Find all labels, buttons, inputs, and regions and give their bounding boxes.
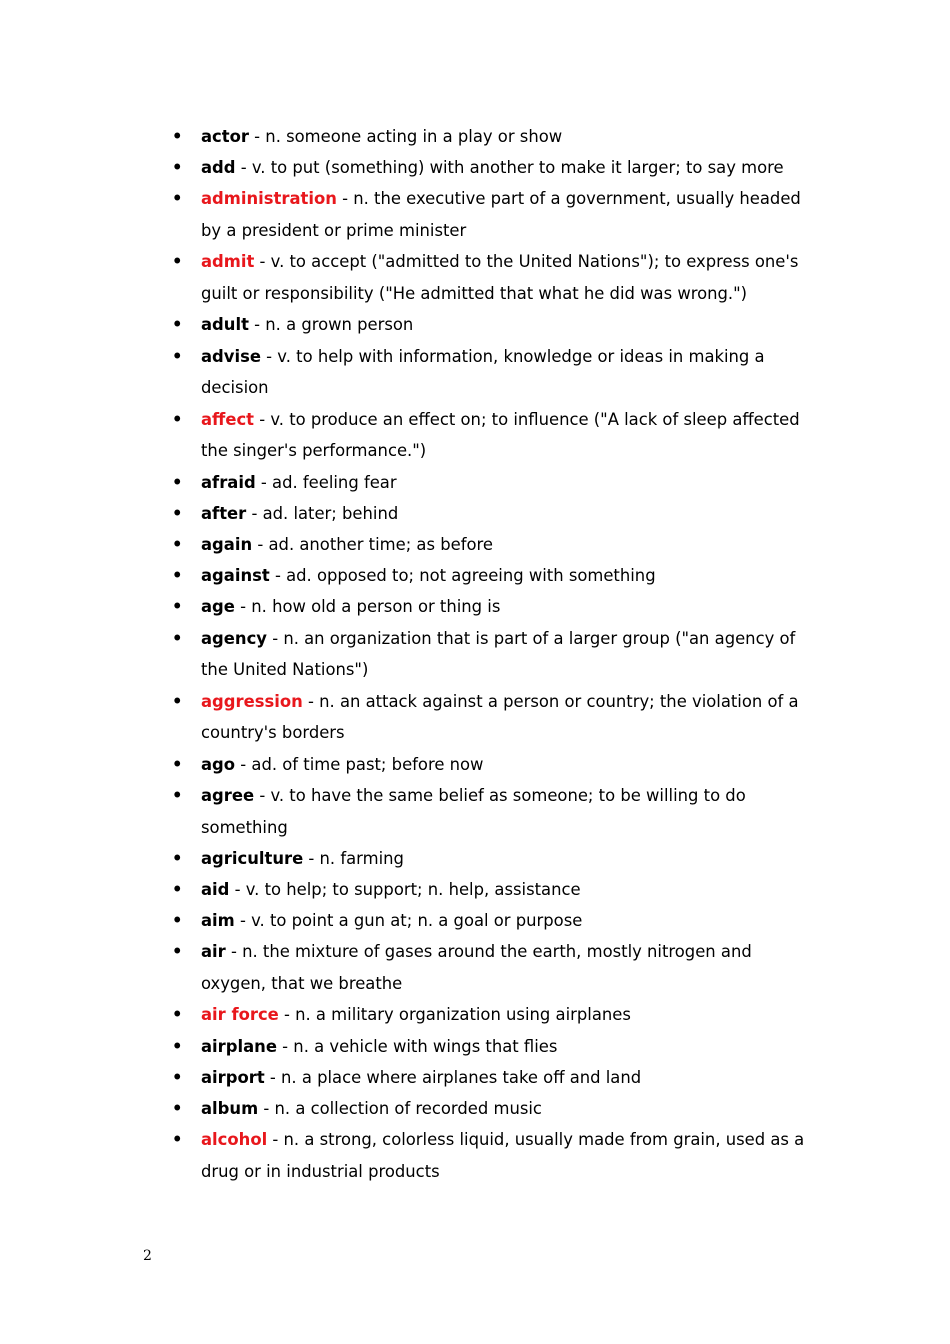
entry-definition: - v. to produce an effect on; to influence ("A lack of sleep affected the singer's performance.") (201, 409, 800, 461)
bullet-icon: • (172, 1005, 183, 1025)
entry-definition: - n. a collection of recorded music (258, 1099, 542, 1119)
entry-definition: - n. a military organization using airplanes (278, 1005, 631, 1025)
page-number: 2 (143, 1248, 152, 1264)
entry-term: admit (201, 252, 255, 272)
bullet-icon: • (172, 409, 183, 429)
bullet-icon: • (172, 1067, 183, 1087)
bullet-icon: • (172, 535, 183, 555)
bullet-icon: • (172, 942, 183, 962)
glossary-entry (172, 1031, 812, 1063)
entry-definition: - v. to accept ("admitted to the United Nations"); to express one's guilt or responsibility ("He admitted that what he did was wrong.") (201, 252, 799, 304)
bullet-icon: • (172, 346, 183, 366)
glossary-entry (172, 560, 812, 592)
glossary-entry (172, 749, 812, 781)
glossary-entry (172, 874, 812, 906)
glossary-entry (172, 591, 812, 623)
glossary-entry (172, 309, 812, 341)
glossary-entry (172, 686, 812, 750)
entry-definition: - n. a grown person (248, 315, 414, 335)
bullet-icon: • (172, 127, 183, 146)
bullet-icon: • (172, 848, 183, 868)
glossary-entry (172, 936, 812, 1000)
entry-term: agency (201, 628, 267, 648)
entry-definition: - v. to point a gun at; n. a goal or purpose (234, 911, 583, 931)
entry-term: agriculture (201, 848, 304, 868)
entry-definition: - n. a vehicle with wings that flies (276, 1036, 558, 1056)
glossary-entry (172, 341, 812, 405)
bullet-icon: • (172, 315, 183, 335)
bullet-icon: • (172, 597, 183, 617)
glossary-entry (172, 183, 812, 247)
entry-definition: - n. how old a person or thing is (234, 597, 501, 617)
glossary-entry (172, 404, 812, 468)
entry-term: add (201, 158, 236, 178)
bullet-icon: • (172, 252, 183, 272)
entry-definition: - n. an organization that is part of a larger group ("an agency of the United Nations") (201, 628, 796, 680)
entry-definition: - n. someone acting in a play or show (248, 127, 563, 146)
entry-definition: - v. to put (something) with another to make it larger; to say more (235, 158, 784, 178)
entry-term: advise (201, 346, 261, 366)
bullet-icon: • (172, 503, 183, 523)
bullet-icon: • (172, 158, 183, 178)
entry-term: afraid (201, 472, 256, 492)
entry-definition: - n. farming (303, 848, 404, 868)
entry-term: alcohol (201, 1130, 268, 1150)
bullet-icon: • (172, 628, 183, 648)
glossary-entry (172, 529, 812, 561)
glossary-list (172, 121, 812, 1187)
entry-term: agree (201, 785, 255, 805)
bullet-icon: • (172, 566, 183, 586)
bullet-icon: • (172, 472, 183, 492)
bullet-icon: • (172, 785, 183, 805)
bullet-icon: • (172, 1036, 183, 1056)
glossary-entry (172, 152, 812, 184)
entry-definition: - n. the executive part of a government, usually headed by a president or prime minister (201, 189, 801, 241)
entry-term: administration (201, 189, 337, 209)
entry-term: aggression (201, 691, 303, 711)
entry-term: aid (201, 880, 230, 900)
glossary-entry (172, 246, 812, 310)
bullet-icon: • (172, 189, 183, 209)
bullet-icon: • (172, 754, 183, 774)
entry-term: after (201, 503, 247, 523)
glossary-entry (172, 905, 812, 937)
entry-definition: - n. an attack against a person or country; the violation of a country's borders (201, 691, 799, 743)
entry-term: ago (201, 754, 236, 774)
bullet-icon: • (172, 691, 183, 711)
entry-definition: - ad. feeling fear (255, 472, 397, 492)
entry-term: adult (201, 315, 249, 335)
entry-definition: - ad. of time past; before now (235, 754, 484, 774)
entry-term: air (201, 942, 226, 962)
entry-term: against (201, 566, 270, 586)
glossary-entry (172, 498, 812, 530)
entry-term: album (201, 1099, 259, 1119)
entry-definition: - v. to have the same belief as someone; to be willing to do something (201, 785, 746, 837)
entry-definition: - ad. opposed to; not agreeing with something (269, 566, 656, 586)
glossary-entry (172, 121, 812, 153)
entry-definition: - n. a place where airplanes take off and land (264, 1067, 642, 1087)
entry-term: age (201, 597, 235, 617)
entry-definition: - v. to help; to support; n. help, assistance (229, 880, 581, 900)
entry-term: affect (201, 409, 255, 429)
entry-definition: - n. a strong, colorless liquid, usually made from grain, used as a drug or in industrial products (201, 1130, 805, 1182)
bullet-icon: • (172, 1130, 183, 1150)
bullet-icon: • (172, 880, 183, 900)
glossary-entry (172, 843, 812, 875)
bullet-icon: • (172, 911, 183, 931)
glossary-entry (172, 1124, 812, 1188)
entry-definition: - n. the mixture of gases around the earth, mostly nitrogen and oxygen, that we breathe (201, 942, 752, 994)
glossary-entry (172, 1093, 812, 1125)
entry-definition: - ad. another time; as before (252, 535, 493, 555)
entry-definition: - ad. later; behind (246, 503, 399, 523)
entry-term: air force (201, 1005, 279, 1025)
bullet-icon: • (172, 1099, 183, 1119)
glossary-entry (172, 780, 812, 844)
entry-term: again (201, 535, 253, 555)
entry-term: actor (201, 127, 249, 146)
entry-definition: - v. to help with information, knowledge or ideas in making a decision (201, 346, 765, 398)
glossary-entry (172, 999, 812, 1031)
entry-term: airport (201, 1067, 265, 1087)
entry-term: aim (201, 911, 235, 931)
entry-term: airplane (201, 1036, 277, 1056)
glossary-entry (172, 1062, 812, 1094)
glossary-entry (172, 623, 812, 687)
glossary-entry (172, 467, 812, 499)
